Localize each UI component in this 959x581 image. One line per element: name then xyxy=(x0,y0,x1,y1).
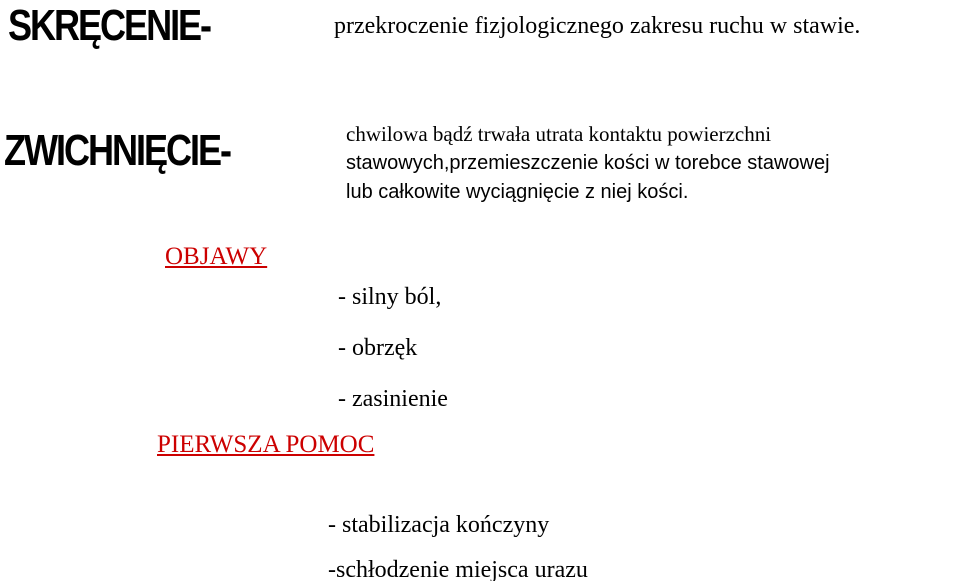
pierwsza-pomoc-item: - stabilizacja kończyny xyxy=(328,512,550,538)
objawy-item: - silny ból, xyxy=(338,284,442,310)
skrecenie-term: SKRĘCENIE- xyxy=(8,1,211,50)
objawy-item: - zasinienie xyxy=(338,386,448,412)
skrecenie-definition: przekroczenie fizjologicznego zakresu ruchu w stawie. xyxy=(334,13,861,39)
zwichniecie-definition-line: stawowych,przemieszczenie kości w torebce stawowej xyxy=(346,152,830,174)
zwichniecie-definition-line: lub całkowite wyciągnięcie z niej kości. xyxy=(346,181,689,203)
zwichniecie-term: ZWICHNIĘCIE- xyxy=(4,126,230,175)
objawy-list xyxy=(338,272,448,425)
objawy-title: OBJAWY xyxy=(165,243,268,270)
objawy-item: - obrzęk xyxy=(338,335,418,361)
pierwsza-pomoc-title: PIERWSZA POMOC xyxy=(157,431,375,458)
zwichniecie-definition xyxy=(346,120,830,207)
pierwsza-pomoc-item: -schłodzenie miejsca urazu xyxy=(328,557,588,581)
pierwsza-pomoc-list xyxy=(328,503,588,581)
zwichniecie-definition-line: chwilowa bądź trwała utrata kontaktu powierzchni xyxy=(346,122,772,146)
